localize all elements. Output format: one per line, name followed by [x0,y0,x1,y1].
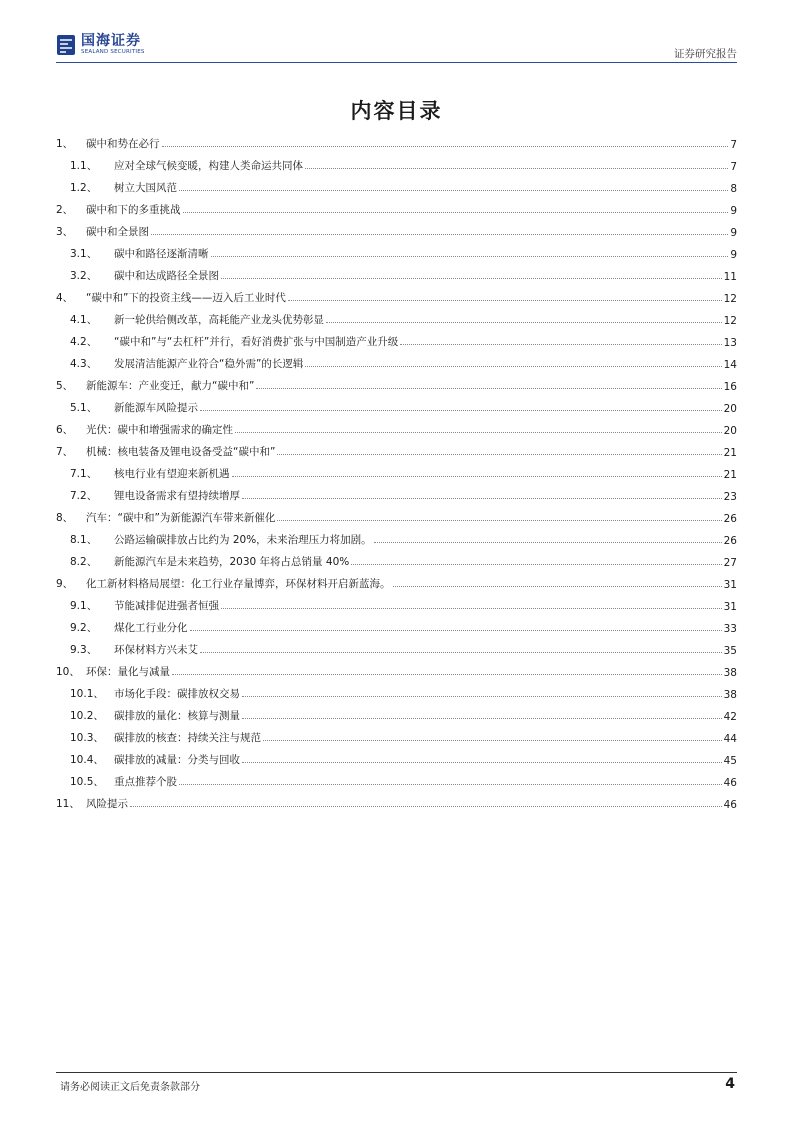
toc-entry[interactable] [56,570,737,592]
toc-entry-page: 26 [723,535,737,547]
report-type-label: 证券研究报告 [674,48,737,60]
toc-entry-page: 20 [723,403,737,415]
toc-entry-number: 7.1、 [70,468,98,480]
toc-entry[interactable] [56,614,737,636]
toc-dot-leader [200,410,722,411]
toc-dot-leader [232,476,722,477]
toc-dot-leader [179,784,722,785]
toc-dot-leader [130,806,722,807]
toc-entry-title: 新能源车风险提示 [114,402,198,414]
toc-entry[interactable] [56,306,737,328]
toc-entry-page: 38 [723,689,737,701]
toc-dot-leader [400,344,721,345]
toc-entry[interactable] [56,636,737,658]
toc-dot-leader [172,674,722,675]
toc-entry-page: 8 [730,183,737,195]
toc-dot-leader [277,520,721,521]
toc-entry-page: 21 [723,469,737,481]
toc-entry-page: 9 [730,249,737,261]
toc-entry-number: 6、 [56,424,74,436]
toc-entry-number: 5、 [56,380,74,392]
toc-entry-number: 10.5、 [70,776,104,788]
toc-entry-page: 45 [723,755,737,767]
toc-entry-number: 3.2、 [70,270,98,282]
toc-entry[interactable] [56,438,737,460]
toc-entry-number: 9.1、 [70,600,98,612]
toc-entry-title: 机械：核电装备及锂电设备受益“碳中和” [86,446,276,458]
toc-entry-page: 9 [730,227,737,239]
toc-dot-leader [305,366,721,367]
toc-entry[interactable] [56,372,737,394]
toc-entry[interactable] [56,174,737,196]
toc-entry-page: 44 [723,733,737,745]
toc-entry[interactable] [56,702,737,724]
toc-entry-page: 11 [723,271,737,283]
toc-entry-number: 11、 [56,798,80,810]
toc-entry-title: 碳中和路径逐渐清晰 [114,248,209,260]
toc-entry[interactable] [56,724,737,746]
toc-entry[interactable] [56,592,737,614]
toc-entry-page: 26 [723,513,737,525]
toc-dot-leader [235,432,722,433]
toc-entry-title: 碳中和达成路径全景图 [114,270,219,282]
toc-entry[interactable] [56,680,737,702]
toc-entry-title: 节能减排促进强者恒强 [114,600,219,612]
toc-entry-number: 10.4、 [70,754,104,766]
toc-entry[interactable] [56,284,737,306]
toc-entry-title: 树立大国风范 [114,182,177,194]
toc-entry-page: 46 [723,777,737,789]
toc-entry-title: 公路运输碳排放占比约为 20%，未来治理压力将加剧。 [114,534,372,546]
toc-entry-title: 光伏：碳中和增强需求的确定性 [86,424,233,436]
toc-entry[interactable] [56,394,737,416]
toc-entry-title: 煤化工行业分化 [114,622,188,634]
toc-entry-title: “碳中和”下的投资主线——迈入后工业时代 [86,292,286,304]
toc-entry-page: 9 [730,205,737,217]
toc-entry-number: 1.1、 [70,160,98,172]
toc-entry-page: 23 [723,491,737,503]
toc-dot-leader [190,630,722,631]
toc-entry-page: 21 [723,447,737,459]
toc-entry-number: 1、 [56,138,74,150]
toc-dot-leader [374,542,722,543]
toc-dot-leader [326,322,722,323]
toc-entry-page: 12 [723,315,737,327]
toc-entry-page: 38 [723,667,737,679]
toc-entry-title: 核电行业有望迎来新机遇 [114,468,230,480]
toc-entry[interactable] [56,218,737,240]
toc-entry[interactable] [56,262,737,284]
toc-entry-number: 10.2、 [70,710,104,722]
toc-entry[interactable] [56,504,737,526]
toc-entry-title: 碳排放的核查：持续关注与规范 [114,732,261,744]
toc-entry-page: 7 [730,139,737,151]
toc-entry[interactable] [56,746,737,768]
toc-dot-leader [183,212,729,213]
toc-entry-title: 碳中和下的多重挑战 [86,204,181,216]
toc-dot-leader [179,190,728,191]
table-of-contents [56,130,737,812]
toc-entry-page: 16 [723,381,737,393]
toc-entry-title: 碳排放的减量：分类与回收 [114,754,240,766]
toc-entry[interactable] [56,350,737,372]
toc-entry-number: 9、 [56,578,74,590]
toc-dot-leader [351,564,721,565]
toc-entry-number: 4.3、 [70,358,98,370]
toc-entry-title: 风险提示 [86,798,128,810]
toc-entry[interactable] [56,548,737,570]
toc-entry-page: 7 [730,161,737,173]
toc-entry[interactable] [56,658,737,680]
toc-dot-leader [151,234,728,235]
toc-entry-title: 应对全球气候变暖，构建人类命运共同体 [114,160,303,172]
toc-dot-leader [393,586,722,587]
toc-entry-title: 环保材料方兴未艾 [114,644,198,656]
toc-entry[interactable] [56,328,737,350]
toc-dot-leader [221,608,722,609]
toc-entry-number: 7、 [56,446,74,458]
page-title: 内容目录 [350,99,443,123]
toc-entry-title: 市场化手段：碳排放权交易 [114,688,240,700]
toc-entry[interactable] [56,790,737,812]
toc-entry[interactable] [56,152,737,174]
toc-entry[interactable] [56,130,737,152]
toc-entry-number: 4.1、 [70,314,98,326]
toc-entry-number: 5.1、 [70,402,98,414]
toc-entry-number: 3、 [56,226,74,238]
toc-entry[interactable] [56,196,737,218]
toc-dot-leader [242,718,722,719]
toc-entry-page: 42 [723,711,737,723]
toc-dot-leader [256,388,721,389]
toc-entry[interactable] [56,482,737,504]
toc-dot-leader [200,652,722,653]
footer-divider [56,1072,737,1073]
toc-dot-leader [162,146,729,147]
page-number: 4 [725,1076,735,1092]
toc-entry-number: 10.3、 [70,732,104,744]
toc-entry-title: 环保：量化与减量 [86,666,170,678]
toc-entry-title: 新一轮供给侧改革，高耗能产业龙头优势彰显 [114,314,324,326]
toc-entry-number: 1.2、 [70,182,98,194]
toc-dot-leader [263,740,722,741]
toc-entry[interactable] [56,240,737,262]
toc-entry-number: 9.3、 [70,644,98,656]
toc-entry-title: 新能源车：产业变迁，献力“碳中和” [86,380,255,392]
toc-entry-title: “碳中和”与“去杠杆”并行，看好消费扩张与中国制造产业升级 [114,336,399,348]
toc-entry-title: 新能源汽车是未来趋势，2030 年将占总销量 40% [114,556,350,568]
toc-dot-leader [221,278,722,279]
toc-entry-number: 4.2、 [70,336,98,348]
toc-entry-title: 碳中和势在必行 [86,138,160,150]
toc-entry-title: 汽车：“碳中和”为新能源汽车带来新催化 [86,512,276,524]
toc-entry-page: 31 [723,579,737,591]
toc-entry[interactable] [56,526,737,548]
toc-entry-page: 20 [723,425,737,437]
toc-dot-leader [242,498,722,499]
sealand-logo-icon [56,34,76,56]
toc-dot-leader [242,762,722,763]
toc-entry-number: 8.1、 [70,534,98,546]
toc-entry-title: 碳排放的量化：核算与测量 [114,710,240,722]
toc-entry-page: 46 [723,799,737,811]
toc-entry-page: 14 [723,359,737,371]
header-divider [56,62,737,63]
toc-entry-page: 33 [723,623,737,635]
toc-entry-page: 13 [723,337,737,349]
toc-entry-page: 31 [723,601,737,613]
toc-entry-title: 锂电设备需求有望持续增厚 [114,490,240,502]
toc-dot-leader [211,256,729,257]
toc-entry-number: 7.2、 [70,490,98,502]
toc-entry[interactable] [56,416,737,438]
toc-dot-leader [277,454,721,455]
page-header [56,34,737,62]
brand-logo [56,34,145,56]
footer-disclaimer: 请务必阅读正文后免责条款部分 [60,1082,200,1093]
toc-dot-leader [305,168,728,169]
toc-entry-title: 发展清洁能源产业符合“稳外需”的长逻辑 [114,358,304,370]
toc-entry-number: 8.2、 [70,556,98,568]
toc-entry-number: 4、 [56,292,74,304]
toc-entry-number: 8、 [56,512,74,524]
brand-name-cn: 国海证券 [81,33,141,50]
toc-entry-page: 35 [723,645,737,657]
toc-entry-number: 2、 [56,204,74,216]
toc-entry[interactable] [56,768,737,790]
toc-entry-number: 10、 [56,666,80,678]
toc-entry-number: 10.1、 [70,688,104,700]
toc-entry-title: 重点推荐个股 [114,776,177,788]
toc-dot-leader [242,696,722,697]
toc-entry-page: 12 [723,293,737,305]
toc-entry-number: 3.1、 [70,248,98,260]
brand-name-en: SEALAND SECURITIES [81,49,145,56]
toc-entry-title: 碳中和全景图 [86,226,149,238]
toc-entry-title: 化工新材料格局展望：化工行业存量博弈，环保材料开启新蓝海。 [86,578,391,590]
toc-entry-page: 27 [723,557,737,569]
toc-entry[interactable] [56,460,737,482]
toc-entry-number: 9.2、 [70,622,98,634]
toc-dot-leader [288,300,722,301]
